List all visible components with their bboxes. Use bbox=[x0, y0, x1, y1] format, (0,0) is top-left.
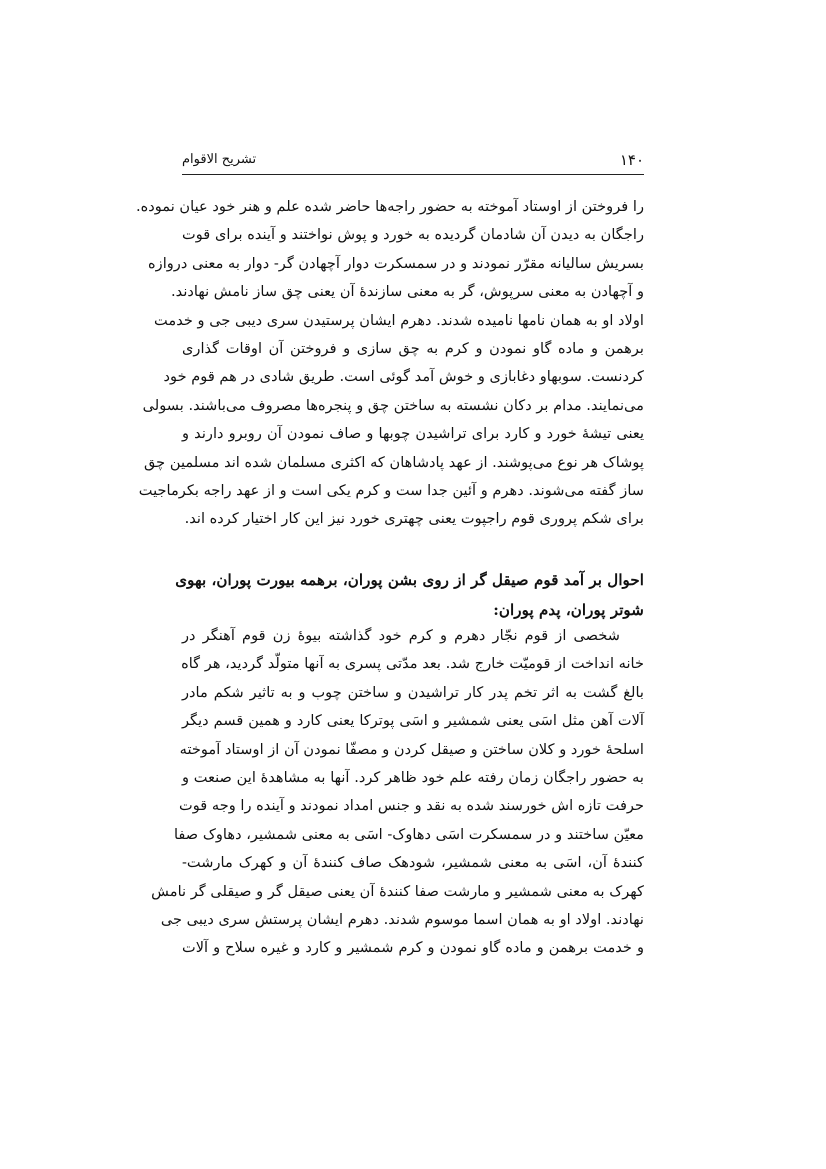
header-rule bbox=[182, 174, 644, 175]
running-header bbox=[182, 150, 644, 172]
paragraph-1 bbox=[135, 193, 644, 534]
text-line: نهادند. اولاد او به همان اسما موسوم شدند. دهرم ایشان پرستش سری دیبی جی bbox=[160, 910, 644, 928]
text-line: را فروختن از اوستاد آموخته به حضور راجه‌ها حاضر شده علم و هنر خود عیان نموده. bbox=[135, 198, 644, 215]
text-line: اسلحهٔ خورد و کلان ساختن و صیقل کردن و مصفّا نمودن آن از اوستاد آموخته bbox=[179, 740, 644, 758]
book-title: تشریح الاقوام bbox=[182, 152, 257, 167]
text-line: یعنی تیشهٔ خورد و کارد برای تراشیدن چوبها و صاف نمودن آن روبرو دارند و bbox=[182, 425, 644, 443]
heading-line: شوتر پوران، پدم پوران: bbox=[493, 601, 644, 619]
text-line: به حضور راجگان زمان رفته علم خود ظاهر کرد. آنها به مشاهدهٔ این صنعت و bbox=[182, 768, 644, 786]
text-line: ساز گفته می‌شوند. دهرم و آئین جدا ست و کرم یکی است و از عهد راجه بکرماجیت bbox=[138, 481, 644, 499]
text-line: شخصی از قوم نجّار دهرم و کرم خود گذاشته بیوهٔ زن قوم آهنگر در bbox=[182, 627, 620, 644]
text-line: کردنست. سوبهاو دغابازی و خوش آمد گوئی است. طریق شادی در هم قوم خود bbox=[163, 368, 644, 386]
text-line: بسریش سالیانه مقرّر نمودند و در سمسکرت دوار آچهادن گر- دوار به معنی دروازه bbox=[148, 254, 644, 272]
text-line: پوشاک هر نوع می‌پوشند. از عهد پادشاهان که اکثری مسلمان شده اند مسلمین چق bbox=[144, 453, 644, 471]
text-line: خانه انداخت از قومیّت خارج شد. بعد مدّتی پسری به آنها متولّد گردید، هر گاه bbox=[181, 655, 644, 673]
text-line: کهرک به معنی شمشیر و مارشت صفا کنندهٔ آن یعنی صیقل گر و صیقلی گر نامش bbox=[151, 882, 644, 900]
text-line: حرفت تازه اش خورسند شده به نقد و جنس امداد نمودند و آینده را وجه قوت bbox=[178, 797, 644, 815]
paragraph-2 bbox=[151, 622, 644, 963]
page-number: ۱۴۰ bbox=[619, 151, 644, 169]
text-line: و آچهادن به معنی سرپوش، گر به معنی سازندهٔ آن یعنی چق ساز نامش نهادند. bbox=[171, 283, 644, 301]
text-line: برای شکم پروری قوم راجپوت یعنی چهتری خورد نیز این کار اختیار کرده اند. bbox=[184, 510, 644, 528]
text-line: کنندهٔ آن، اسَی به معنی شمشیر، شودهک صاف کنندهٔ آن و کهرک مارشت- bbox=[182, 854, 644, 872]
text-line: معیّن ساختند و در سمسکرت اسَی دهاوک- اسَی به معنی شمشیر، دهاوک صفا bbox=[173, 825, 644, 843]
text-line: اولاد او به همان نامها نامیده شدند. دهرم ایشان پرستیدن سری دیبی جی و خدمت bbox=[154, 311, 644, 329]
text-line: آلات آهن مثل اسَی یعنی شمشیر و اسَی پوترکا یعنی کارد و همین قسم دیگر bbox=[182, 712, 644, 730]
text-line: بالغ گشت به اثر تخم پدر کار تراشیدن و ساختن چوب و به تاثیر شکم مادر bbox=[182, 683, 644, 701]
heading-line: احوال بر آمد قوم صیقل گر از روی بشن پوران، برهمه بیورت پوران، بهوی bbox=[175, 571, 644, 589]
text-line: و خدمت برهمن و ماده گاو نمودن و کرم شمشیر و کارد و غیره سلاح و آلات bbox=[182, 939, 644, 957]
text-line: برهمن و ماده گاو نمودن و کرم به چق سازی و فروختن آن اوقات گذاری bbox=[182, 339, 644, 357]
section-heading bbox=[175, 565, 644, 625]
text-line: می‌نمایند. مدام بر دکان نشسته به ساختن چق و پنجره‌ها مصروف می‌باشند. بسولی bbox=[142, 396, 644, 414]
text-line: راجگان به دیدن آن شادمان گردیده به خورد و پوش نواختند و آینده برای قوت bbox=[182, 226, 644, 244]
